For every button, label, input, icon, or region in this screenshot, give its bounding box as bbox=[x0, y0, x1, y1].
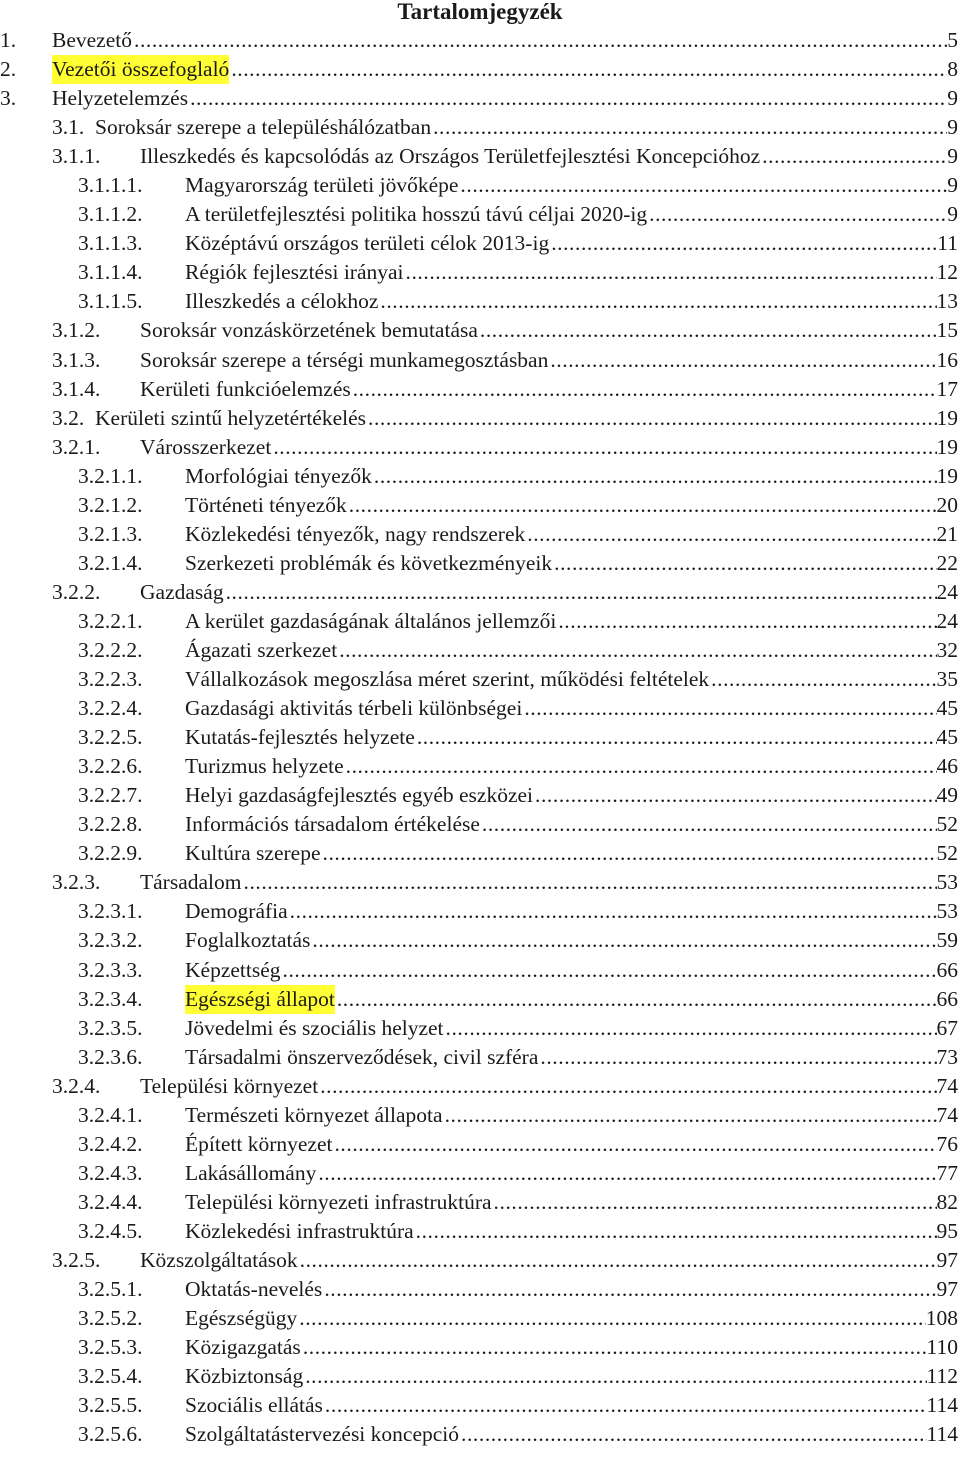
toc-entry-number: 3.1.1.5. bbox=[78, 289, 143, 314]
toc-entry[interactable] bbox=[0, 1101, 960, 1130]
toc-entry-line bbox=[185, 1014, 958, 1043]
toc-dot-leader bbox=[414, 1217, 937, 1246]
toc-entry-line bbox=[140, 346, 958, 375]
toc-page-number: 19 bbox=[936, 463, 958, 488]
toc-entry-number: 3.2.1.4. bbox=[78, 550, 143, 575]
toc-entry[interactable] bbox=[0, 868, 960, 897]
toc-entry-line bbox=[140, 316, 958, 345]
toc-entry-title[interactable]: Települési környezeti infrastruktúra bbox=[185, 1189, 492, 1214]
toc-entry[interactable] bbox=[0, 1014, 960, 1043]
toc-title: Tartalomjegyzék bbox=[397, 0, 563, 24]
toc-page-number: 9 bbox=[947, 86, 958, 111]
toc-entry-number: 3.1.1.2. bbox=[78, 202, 143, 227]
toc-entry-line bbox=[185, 1101, 958, 1130]
toc-page-number: 77 bbox=[936, 1160, 958, 1185]
toc-entry-number: 3.2.3.3. bbox=[78, 957, 143, 982]
toc-entry-title[interactable]: Egészségügy bbox=[185, 1306, 298, 1331]
toc-page-number: 59 bbox=[936, 928, 958, 953]
toc-entry-line bbox=[185, 258, 958, 287]
toc-entry-line bbox=[185, 1275, 958, 1304]
toc-entry-number: 3.2.3. bbox=[52, 870, 101, 895]
toc-entry[interactable] bbox=[0, 1333, 960, 1362]
toc-entry-title[interactable]: Soroksár szerepe a térségi munkamegosztásban bbox=[140, 347, 549, 372]
toc-page-number: 76 bbox=[936, 1131, 958, 1156]
toc-dot-leader bbox=[322, 1275, 936, 1304]
toc-entry-number: 3.1.1.1. bbox=[78, 173, 143, 198]
toc-dot-leader bbox=[321, 839, 937, 868]
toc-entry-number: 3.2.5.6. bbox=[78, 1422, 143, 1447]
toc-dot-leader bbox=[444, 1014, 937, 1043]
toc-page-number: 82 bbox=[936, 1189, 958, 1214]
toc-dot-leader bbox=[760, 142, 947, 171]
toc-entry-number: 1. bbox=[0, 28, 17, 52]
toc-entry[interactable] bbox=[0, 694, 960, 723]
toc-entry-title[interactable]: Gazdasági aktivitás térbeli különbségei bbox=[185, 696, 523, 721]
toc-entry-line bbox=[140, 142, 958, 171]
toc-page-number: 15 bbox=[936, 318, 958, 343]
toc-dot-leader bbox=[303, 1362, 926, 1391]
toc-entry[interactable] bbox=[0, 26, 960, 55]
toc-entry-title[interactable]: Képzettség bbox=[185, 957, 281, 982]
toc-page-number: 12 bbox=[936, 260, 958, 285]
toc-page-number: 9 bbox=[947, 202, 958, 227]
toc-dot-leader bbox=[538, 1043, 936, 1072]
toc-entry-line bbox=[185, 462, 958, 491]
toc-entry-line bbox=[185, 1043, 958, 1072]
toc-entry-title[interactable]: Illeszkedés és kapcsolódás az Országos Területfejlesztési Koncepcióhoz bbox=[140, 144, 761, 169]
toc-entry-number: 3.2.4.1. bbox=[78, 1102, 143, 1127]
toc-dot-leader bbox=[431, 113, 947, 142]
toc-dot-leader bbox=[478, 316, 937, 345]
toc-entry-number: 3.2.3.1. bbox=[78, 899, 143, 924]
toc-page-number: 49 bbox=[936, 783, 958, 808]
toc-entry-title[interactable]: A területfejlesztési politika hosszú távú céljai 2020-ig bbox=[185, 202, 648, 227]
toc-entry-title[interactable]: Oktatás-nevelés bbox=[185, 1277, 323, 1302]
toc-dot-leader bbox=[378, 287, 936, 316]
toc-entry[interactable] bbox=[0, 1159, 960, 1188]
toc-entry-title[interactable]: Információs társadalom értékelése bbox=[185, 812, 480, 837]
toc-entry-title[interactable]: Közlekedési tényezők, nagy rendszerek bbox=[185, 521, 526, 546]
toc-entry-number: 3.1. bbox=[52, 115, 85, 140]
toc-entry-title[interactable]: Települési környezet bbox=[140, 1073, 319, 1098]
toc-entry-line bbox=[140, 868, 958, 897]
toc-entry-title[interactable]: Magyarország területi jövőképe bbox=[185, 173, 459, 198]
toc-entry-line bbox=[185, 839, 958, 868]
toc-dot-leader bbox=[459, 1420, 927, 1449]
toc-entry-number: 3.1.1.4. bbox=[78, 260, 143, 285]
toc-entry-line bbox=[185, 1304, 958, 1333]
toc-dot-leader bbox=[297, 1304, 926, 1333]
toc-entry[interactable] bbox=[0, 491, 960, 520]
toc-entry-number: 3.2.1.3. bbox=[78, 521, 143, 546]
toc-entry-title[interactable]: Természeti környezet állapota bbox=[185, 1102, 443, 1127]
toc-entry-title[interactable]: Középtávú országos területi célok 2013-ig bbox=[185, 231, 550, 256]
toc-entry-number: 3.2.4.2. bbox=[78, 1131, 143, 1156]
toc-entry-line bbox=[185, 1130, 958, 1159]
toc-entry-title[interactable]: Gazdaság bbox=[140, 579, 224, 604]
toc-entry-title[interactable]: Illeszkedés a célokhoz bbox=[185, 289, 379, 314]
toc-entry-title[interactable]: Közlekedési infrastruktúra bbox=[185, 1218, 414, 1243]
toc-dot-leader bbox=[301, 1333, 927, 1362]
toc-dot-leader bbox=[229, 55, 947, 84]
toc-entry[interactable] bbox=[0, 897, 960, 926]
toc-entry-number: 2. bbox=[0, 57, 17, 82]
toc-entry[interactable] bbox=[0, 839, 960, 868]
toc-entry-number: 3.2. bbox=[52, 405, 85, 430]
toc-entry-title[interactable]: Közigazgatás bbox=[185, 1335, 301, 1360]
toc-entry[interactable] bbox=[0, 956, 960, 985]
toc-page-number: 95 bbox=[936, 1218, 958, 1243]
toc-page-number: 114 bbox=[926, 1393, 958, 1418]
toc-entry-number: 3.2.4.5. bbox=[78, 1218, 143, 1243]
toc-entry-line bbox=[185, 1391, 958, 1420]
toc-entry-line bbox=[140, 1246, 958, 1275]
toc-entry-number: 3.2.5.4. bbox=[78, 1364, 143, 1389]
toc-entry-number: 3.2.2.5. bbox=[78, 725, 143, 750]
toc-entry-number: 3.2.2.7. bbox=[78, 783, 143, 808]
toc-entry-number: 3.2.4. bbox=[52, 1073, 101, 1098]
toc-entry[interactable] bbox=[0, 404, 960, 433]
toc-entry-line bbox=[52, 55, 958, 84]
toc-entry-title[interactable]: Morfológiai tényezők bbox=[185, 463, 372, 488]
toc-entry-line bbox=[185, 810, 958, 839]
toc-entry[interactable] bbox=[0, 287, 960, 316]
toc-entry-title[interactable]: Kutatás-fejlesztés helyzete bbox=[185, 725, 415, 750]
toc-entry-number: 3.1.2. bbox=[52, 318, 101, 343]
toc-entry[interactable] bbox=[0, 1275, 960, 1304]
toc-entry[interactable] bbox=[0, 723, 960, 752]
toc-entry[interactable] bbox=[0, 1420, 960, 1449]
toc-entry-title[interactable]: Vállalkozások megoszlása méret szerint, működési feltételek bbox=[185, 667, 710, 692]
toc-entry-number: 3.2.2.6. bbox=[78, 754, 143, 779]
toc-page-number: 9 bbox=[947, 173, 958, 198]
toc-entry-title[interactable]: Szerkezeti problémák és következményeik bbox=[185, 550, 553, 575]
toc-page-number: 9 bbox=[947, 144, 958, 169]
toc-dot-leader bbox=[522, 694, 936, 723]
toc-dot-leader bbox=[533, 781, 936, 810]
toc-dot-leader bbox=[132, 26, 947, 55]
toc-page-number: 19 bbox=[936, 434, 958, 459]
toc-page-number: 112 bbox=[926, 1364, 958, 1389]
toc-entry-title[interactable]: Bevezető bbox=[52, 28, 132, 52]
toc-entry[interactable] bbox=[0, 1188, 960, 1217]
toc-entry-title[interactable]: Helyi gazdaságfejlesztés egyéb eszközei bbox=[185, 783, 534, 808]
toc-entry-line bbox=[185, 171, 958, 200]
toc-dot-leader bbox=[281, 956, 937, 985]
toc-entry-number: 3.1.3. bbox=[52, 347, 101, 372]
toc-dot-leader bbox=[323, 1391, 927, 1420]
toc-page-number: 45 bbox=[936, 696, 958, 721]
toc-page-number: 97 bbox=[936, 1277, 958, 1302]
toc-page-number: 110 bbox=[926, 1335, 958, 1360]
toc-list bbox=[0, 26, 960, 1449]
toc-dot-leader bbox=[347, 491, 937, 520]
toc-entry-title[interactable]: Társadalmi önszerveződések, civil szféra bbox=[185, 1044, 539, 1069]
toc-entry[interactable] bbox=[0, 200, 960, 229]
toc-entry[interactable] bbox=[0, 375, 960, 404]
toc-entry-line bbox=[95, 113, 958, 142]
toc-page-number: 108 bbox=[925, 1306, 958, 1331]
toc-entry-title[interactable]: Foglalkoztatás bbox=[185, 928, 311, 953]
toc-page-number: 24 bbox=[936, 608, 958, 633]
toc-entry-title[interactable]: Közszolgáltatások bbox=[140, 1247, 298, 1272]
toc-entry-title[interactable]: Régiók fejlesztési irányai bbox=[185, 260, 404, 285]
toc-entry-title[interactable]: Turizmus helyzete bbox=[185, 754, 344, 779]
toc-entry[interactable] bbox=[0, 84, 960, 113]
toc-page-number: 5 bbox=[947, 28, 958, 52]
toc-dot-leader bbox=[415, 723, 937, 752]
toc-entry-number: 3.2.5.2. bbox=[78, 1306, 143, 1331]
toc-dot-leader bbox=[443, 1101, 937, 1130]
toc-entry[interactable] bbox=[0, 1391, 960, 1420]
toc-dot-leader bbox=[310, 926, 936, 955]
toc-entry-number: 3.2.2.2. bbox=[78, 637, 143, 662]
toc-entry-line bbox=[185, 549, 958, 578]
toc-entry-line bbox=[185, 607, 958, 636]
toc-dot-leader bbox=[709, 665, 936, 694]
toc-dot-leader bbox=[556, 607, 936, 636]
toc-entry-line bbox=[52, 26, 958, 55]
toc-dot-leader bbox=[344, 752, 937, 781]
toc-dot-leader bbox=[316, 1159, 936, 1188]
toc-page-number: 45 bbox=[936, 725, 958, 750]
toc-dot-leader bbox=[372, 462, 937, 491]
toc-entry[interactable] bbox=[0, 55, 960, 84]
toc-entry[interactable] bbox=[0, 810, 960, 839]
toc-entry-title[interactable]: Társadalom bbox=[140, 870, 242, 895]
toc-entry-number: 3.1.1.3. bbox=[78, 231, 143, 256]
toc-entry-line bbox=[185, 752, 958, 781]
toc-page-number: 32 bbox=[936, 637, 958, 662]
toc-page-number: 22 bbox=[936, 550, 958, 575]
toc-dot-leader bbox=[332, 1130, 936, 1159]
toc-entry[interactable] bbox=[0, 1304, 960, 1333]
toc-entry-title[interactable]: Szolgáltatástervezési koncepció bbox=[185, 1422, 460, 1447]
toc-page-number: 114 bbox=[926, 1422, 958, 1447]
toc-entry[interactable] bbox=[0, 433, 960, 462]
toc-entry[interactable] bbox=[0, 229, 960, 258]
toc-entry-line bbox=[185, 636, 958, 665]
toc-entry[interactable] bbox=[0, 752, 960, 781]
toc-entry-title[interactable]: Épített környezet bbox=[185, 1131, 333, 1156]
toc-entry-title-highlighted[interactable]: Vezetői összefoglaló bbox=[52, 55, 229, 84]
toc-entry-line bbox=[185, 781, 958, 810]
toc-entry-line bbox=[140, 578, 958, 607]
toc-entry-number: 3.2.3.6. bbox=[78, 1044, 143, 1069]
toc-page-number: 46 bbox=[936, 754, 958, 779]
toc-entry[interactable] bbox=[0, 985, 960, 1014]
toc-entry-title[interactable]: Szociális ellátás bbox=[185, 1393, 323, 1418]
toc-entry-number: 3.2.1. bbox=[52, 434, 101, 459]
toc-entry-line bbox=[185, 229, 958, 258]
toc-entry-line bbox=[185, 926, 958, 955]
toc-entry[interactable] bbox=[0, 258, 960, 287]
toc-page-number: 20 bbox=[936, 492, 958, 517]
toc-dot-leader bbox=[188, 84, 947, 113]
toc-entry-number: 3.2.3.2. bbox=[78, 928, 143, 953]
toc-entry-line bbox=[185, 1217, 958, 1246]
toc-entry-line bbox=[185, 897, 958, 926]
toc-page-number: 52 bbox=[936, 812, 958, 837]
toc-page-number: 16 bbox=[936, 347, 958, 372]
toc-entry-line bbox=[140, 1072, 958, 1101]
toc-entry[interactable] bbox=[0, 781, 960, 810]
toc-entry-title[interactable]: Kerületi szintű helyzetértékelés bbox=[95, 405, 367, 430]
toc-entry-number: 3.2.2.1. bbox=[78, 608, 143, 633]
toc-page-number: 35 bbox=[936, 667, 958, 692]
toc-entry[interactable] bbox=[0, 926, 960, 955]
toc-dot-leader bbox=[525, 520, 936, 549]
toc-entry[interactable] bbox=[0, 549, 960, 578]
toc-entry-number: 3.2.3.5. bbox=[78, 1015, 143, 1040]
toc-entry-number: 3.2.5. bbox=[52, 1247, 101, 1272]
toc-entry-title[interactable]: Kerületi funkcióelemzés bbox=[140, 376, 351, 401]
toc-entry[interactable] bbox=[0, 1043, 960, 1072]
toc-dot-leader bbox=[458, 171, 947, 200]
toc-entry-title[interactable]: Ágazati szerkezet bbox=[185, 637, 338, 662]
toc-entry[interactable] bbox=[0, 1130, 960, 1159]
toc-entry[interactable] bbox=[0, 346, 960, 375]
toc-dot-leader bbox=[335, 985, 937, 1014]
toc-entry-line bbox=[185, 723, 958, 752]
toc-entry-line bbox=[52, 84, 958, 113]
toc-page-number: 53 bbox=[936, 899, 958, 924]
toc-entry-line bbox=[140, 433, 958, 462]
toc-entry-line bbox=[185, 694, 958, 723]
toc-entry-number: 3.2.3.4. bbox=[78, 986, 143, 1011]
toc-page-number: 67 bbox=[936, 1015, 958, 1040]
toc-entry[interactable] bbox=[0, 607, 960, 636]
toc-dot-leader bbox=[298, 1246, 937, 1275]
toc-page-number: 66 bbox=[936, 986, 958, 1011]
toc-page-number: 21 bbox=[936, 521, 958, 546]
toc-entry-line bbox=[185, 491, 958, 520]
toc-page-number: 74 bbox=[936, 1073, 958, 1098]
toc-entry-line bbox=[185, 956, 958, 985]
toc-dot-leader bbox=[337, 636, 936, 665]
toc-entry[interactable] bbox=[0, 578, 960, 607]
toc-entry-number: 3.2.4.4. bbox=[78, 1189, 143, 1214]
toc-entry-number: 3.2.2.8. bbox=[78, 812, 143, 837]
toc-dot-leader bbox=[480, 810, 937, 839]
toc-dot-leader bbox=[288, 897, 937, 926]
toc-entry-number: 3.2.4.3. bbox=[78, 1160, 143, 1185]
toc-entry-number: 3.1.4. bbox=[52, 376, 101, 401]
toc-entry-number: 3.2.2.3. bbox=[78, 667, 143, 692]
toc-entry[interactable] bbox=[0, 636, 960, 665]
toc-entry-line bbox=[185, 287, 958, 316]
toc-entry-title[interactable]: Jövedelmi és szociális helyzet bbox=[185, 1015, 444, 1040]
toc-entry-number: 3.1.1. bbox=[52, 144, 101, 169]
toc-page-number: 9 bbox=[947, 115, 958, 140]
toc-dot-leader bbox=[366, 404, 936, 433]
toc-entry-number: 3.2.5.5. bbox=[78, 1393, 143, 1418]
toc-dot-leader bbox=[404, 258, 937, 287]
toc-entry-line bbox=[185, 1420, 958, 1449]
toc-dot-leader bbox=[318, 1072, 936, 1101]
toc-page-number: 52 bbox=[936, 841, 958, 866]
toc-entry[interactable] bbox=[0, 1072, 960, 1101]
toc-page-number: 53 bbox=[936, 870, 958, 895]
toc-entry-line bbox=[185, 1333, 958, 1362]
toc-page-number: 11 bbox=[937, 231, 958, 256]
toc-page-number: 97 bbox=[936, 1247, 958, 1272]
toc-dot-leader bbox=[549, 229, 937, 258]
toc-entry-title[interactable]: Lakásállomány bbox=[185, 1160, 317, 1185]
toc-page-number: 8 bbox=[947, 57, 958, 82]
toc-entry-line bbox=[185, 520, 958, 549]
toc-entry-line bbox=[185, 1188, 958, 1217]
toc-entry-number: 3.2.1.2. bbox=[78, 492, 143, 517]
toc-entry-title[interactable]: A kerület gazdaságának általános jellemzői bbox=[185, 608, 557, 633]
toc-entry[interactable] bbox=[0, 1246, 960, 1275]
toc-entry-title[interactable]: Kultúra szerepe bbox=[185, 841, 321, 866]
toc-page-number: 13 bbox=[936, 289, 958, 314]
toc-page-number: 19 bbox=[936, 405, 958, 430]
toc-dot-leader bbox=[548, 346, 936, 375]
toc-entry-line bbox=[185, 200, 958, 229]
toc-entry-number: 3.2.2.4. bbox=[78, 696, 143, 721]
toc-entry[interactable] bbox=[0, 171, 960, 200]
toc-entry[interactable] bbox=[0, 1362, 960, 1391]
toc-entry-title[interactable]: Soroksár szerepe a településhálózatban bbox=[95, 115, 432, 140]
toc-entry-line bbox=[185, 1362, 958, 1391]
toc-page-number: 74 bbox=[936, 1102, 958, 1127]
toc-entry-number: 3. bbox=[0, 86, 17, 111]
toc-dot-leader bbox=[552, 549, 936, 578]
toc-page-number: 73 bbox=[936, 1044, 958, 1069]
toc-entry-title[interactable]: Demográfia bbox=[185, 899, 288, 924]
toc-entry-line bbox=[95, 404, 958, 433]
toc-dot-leader bbox=[271, 433, 936, 462]
toc-dot-leader bbox=[351, 375, 937, 404]
toc-entry-line bbox=[185, 665, 958, 694]
toc-page-number: 24 bbox=[936, 579, 958, 604]
toc-entry[interactable] bbox=[0, 462, 960, 491]
toc-entry-number: 3.2.5.3. bbox=[78, 1335, 143, 1360]
toc-entry[interactable] bbox=[0, 113, 960, 142]
toc-entry-title[interactable]: Városszerkezet bbox=[140, 434, 272, 459]
toc-entry[interactable] bbox=[0, 1217, 960, 1246]
toc-entry-line bbox=[140, 375, 958, 404]
toc-entry-title[interactable]: Közbiztonság bbox=[185, 1364, 304, 1389]
toc-entry-number: 3.2.2.9. bbox=[78, 841, 143, 866]
toc-dot-leader bbox=[647, 200, 947, 229]
toc-page-number: 66 bbox=[936, 957, 958, 982]
toc-entry[interactable] bbox=[0, 665, 960, 694]
toc-entry[interactable] bbox=[0, 142, 960, 171]
toc-dot-leader bbox=[242, 868, 937, 897]
toc-dot-leader bbox=[224, 578, 937, 607]
toc-entry-number: 3.2.5.1. bbox=[78, 1277, 143, 1302]
toc-entry-title[interactable]: Helyzetelemzés bbox=[52, 86, 189, 111]
toc-dot-leader bbox=[492, 1188, 937, 1217]
toc-entry-number: 3.2.2. bbox=[52, 579, 101, 604]
toc-entry-line bbox=[185, 985, 958, 1014]
toc-entry-title[interactable]: Soroksár vonzáskörzetének bemutatása bbox=[140, 318, 478, 343]
toc-entry-line bbox=[185, 1159, 958, 1188]
toc-entry[interactable] bbox=[0, 316, 960, 345]
toc-page-number: 17 bbox=[936, 376, 958, 401]
toc-entry-title-highlighted[interactable]: Egészségi állapot bbox=[185, 985, 335, 1014]
toc-entry[interactable] bbox=[0, 520, 960, 549]
toc-entry-title[interactable]: Történeti tényezők bbox=[185, 492, 347, 517]
toc-entry-number: 3.2.1.1. bbox=[78, 463, 143, 488]
